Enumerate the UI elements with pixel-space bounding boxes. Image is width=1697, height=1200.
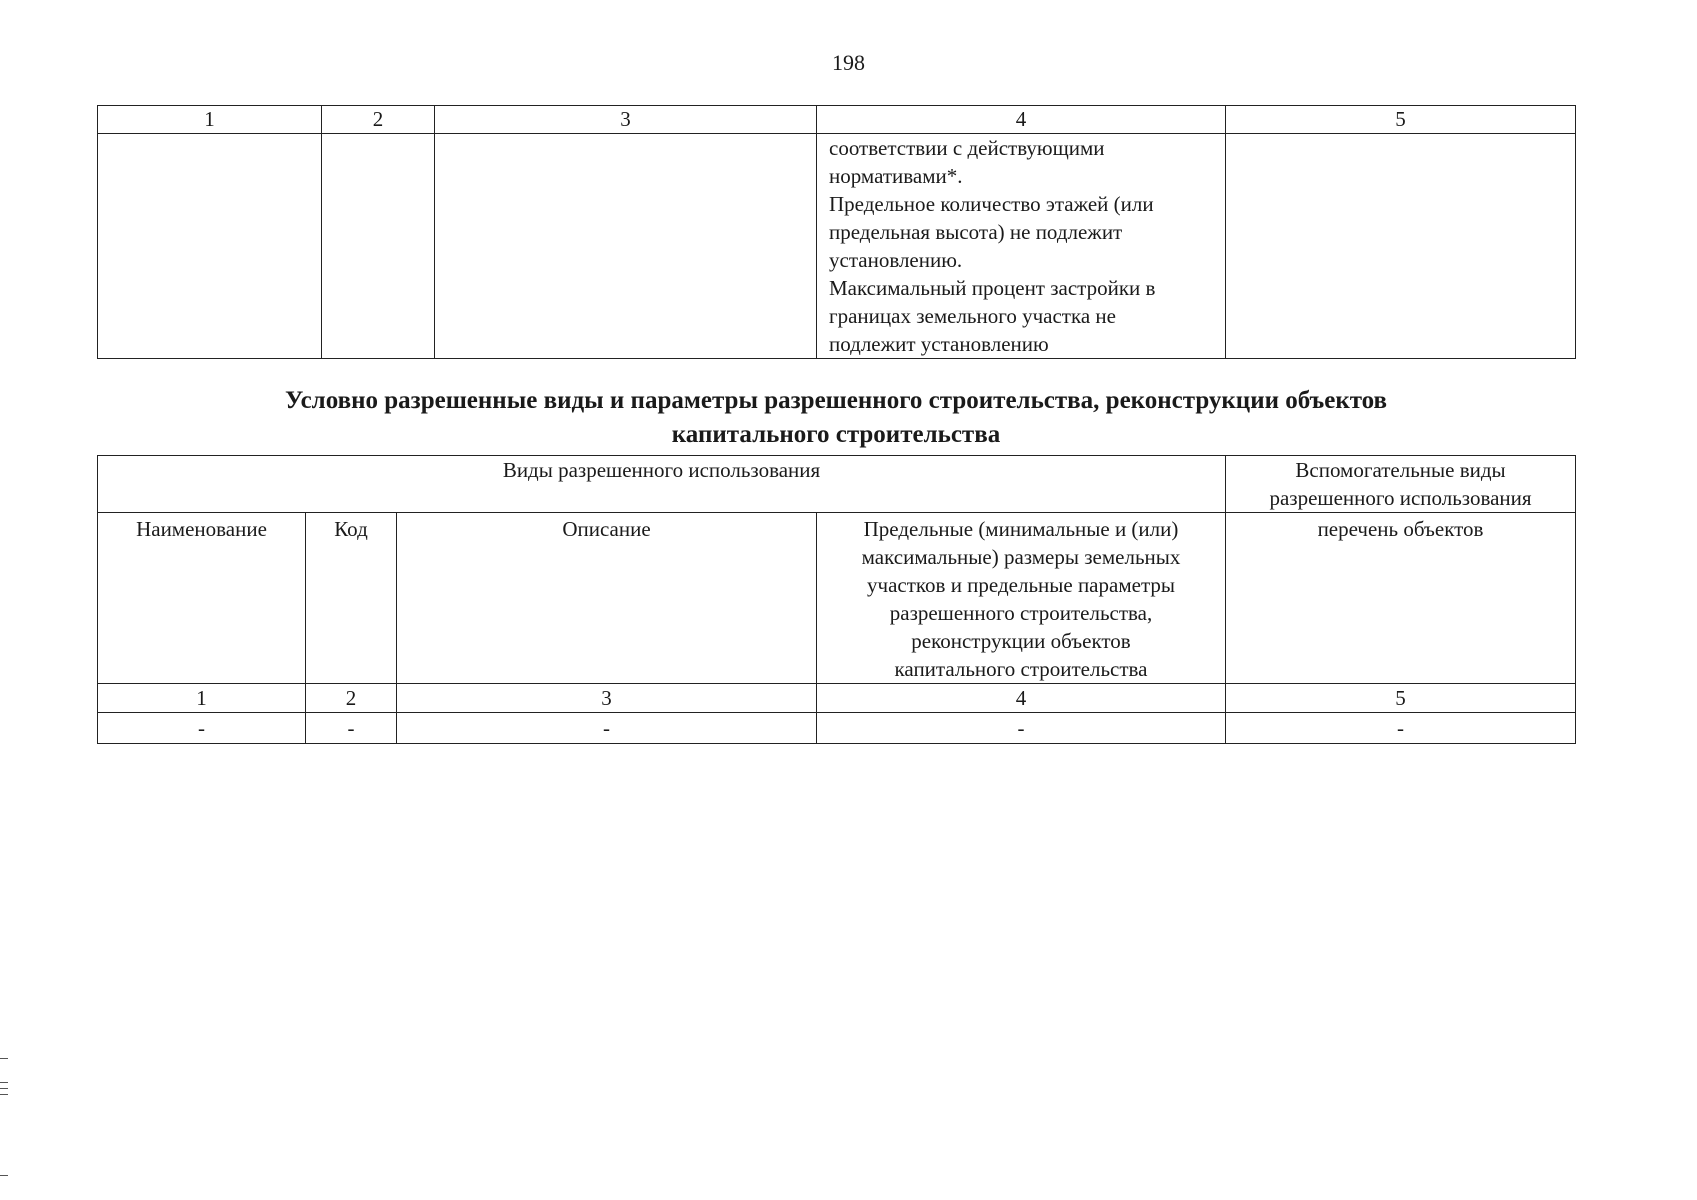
bottom-table-col-number: 5 (1226, 684, 1576, 713)
scan-mark (0, 1175, 8, 1176)
section-heading-line: Условно разрешенные виды и параметры разрешенного строительства, реконструкции объектов (284, 387, 1388, 414)
table-cell: - (306, 713, 397, 744)
section-heading (97, 384, 1575, 452)
text-line: капитального строительства (894, 657, 1148, 681)
text-line: разрешенного строительства, (889, 601, 1153, 625)
top-table-number-row (98, 106, 1576, 134)
scan-mark (0, 1082, 8, 1083)
table-cell: - (397, 713, 817, 744)
text-line: максимальные) размеры земельных (861, 545, 1181, 569)
text-line: границах земельного участка не (829, 304, 1116, 328)
bottom-table-col-number: 3 (397, 684, 817, 713)
text-line: Предельные (минимальные и (или) (863, 517, 1179, 541)
top-table-col-number: 5 (1226, 106, 1576, 134)
text-line: подлежит установлению (829, 332, 1049, 356)
bottom-table-col-number: 4 (817, 684, 1226, 713)
auxiliary-uses-header: Вспомогательные виды разрешенного использования (1226, 456, 1576, 513)
page-number: 198 (832, 50, 865, 75)
code-header: Код (306, 513, 397, 684)
bottom-table-col-number: 1 (98, 684, 306, 713)
text-line: реконструкции объектов (911, 629, 1131, 653)
top-table-row (98, 134, 1576, 359)
scan-mark (0, 1058, 8, 1059)
section-heading-line: капитального строительства (671, 421, 1001, 448)
main-uses-header: Виды разрешенного использования (98, 456, 1226, 513)
top-table-col-number: 4 (817, 106, 1226, 134)
text-line: соответствии с действующими (829, 136, 1105, 160)
top-table-col-number: 3 (435, 106, 817, 134)
conditional-uses-table (97, 455, 1576, 744)
table-cell: - (1226, 713, 1576, 744)
bottom-table-col-number: 2 (306, 684, 397, 713)
top-table-col-number: 2 (322, 106, 435, 134)
top-table-cell-5 (1226, 134, 1576, 359)
group-header-row (98, 456, 1576, 513)
text-line: нормативами*. (829, 164, 963, 188)
top-table-cell-1 (98, 134, 322, 359)
objects-list-header: перечень объектов (1226, 513, 1576, 684)
bottom-table-number-row (98, 684, 1576, 713)
table-row (98, 713, 1576, 744)
text-line: Предельное количество этажей (или (829, 192, 1154, 216)
text-line: Максимальный процент застройки в (829, 276, 1156, 300)
column-header-row (98, 513, 1576, 684)
text-line: предельная высота) не подлежит (829, 220, 1123, 244)
table-cell: - (817, 713, 1226, 744)
table-cell: - (98, 713, 306, 744)
parameters-header (817, 513, 1226, 684)
top-table (97, 105, 1576, 359)
top-table-cell-4 (817, 134, 1226, 359)
scan-mark (0, 1094, 8, 1095)
scan-mark (0, 1088, 8, 1089)
top-table-cell-3 (435, 134, 817, 359)
text-line: участков и предельные параметры (867, 573, 1175, 597)
top-table-col-number: 1 (98, 106, 322, 134)
text-line: установлению. (829, 248, 963, 272)
top-table-cell-2 (322, 134, 435, 359)
description-header: Описание (397, 513, 817, 684)
name-header: Наименование (98, 513, 306, 684)
